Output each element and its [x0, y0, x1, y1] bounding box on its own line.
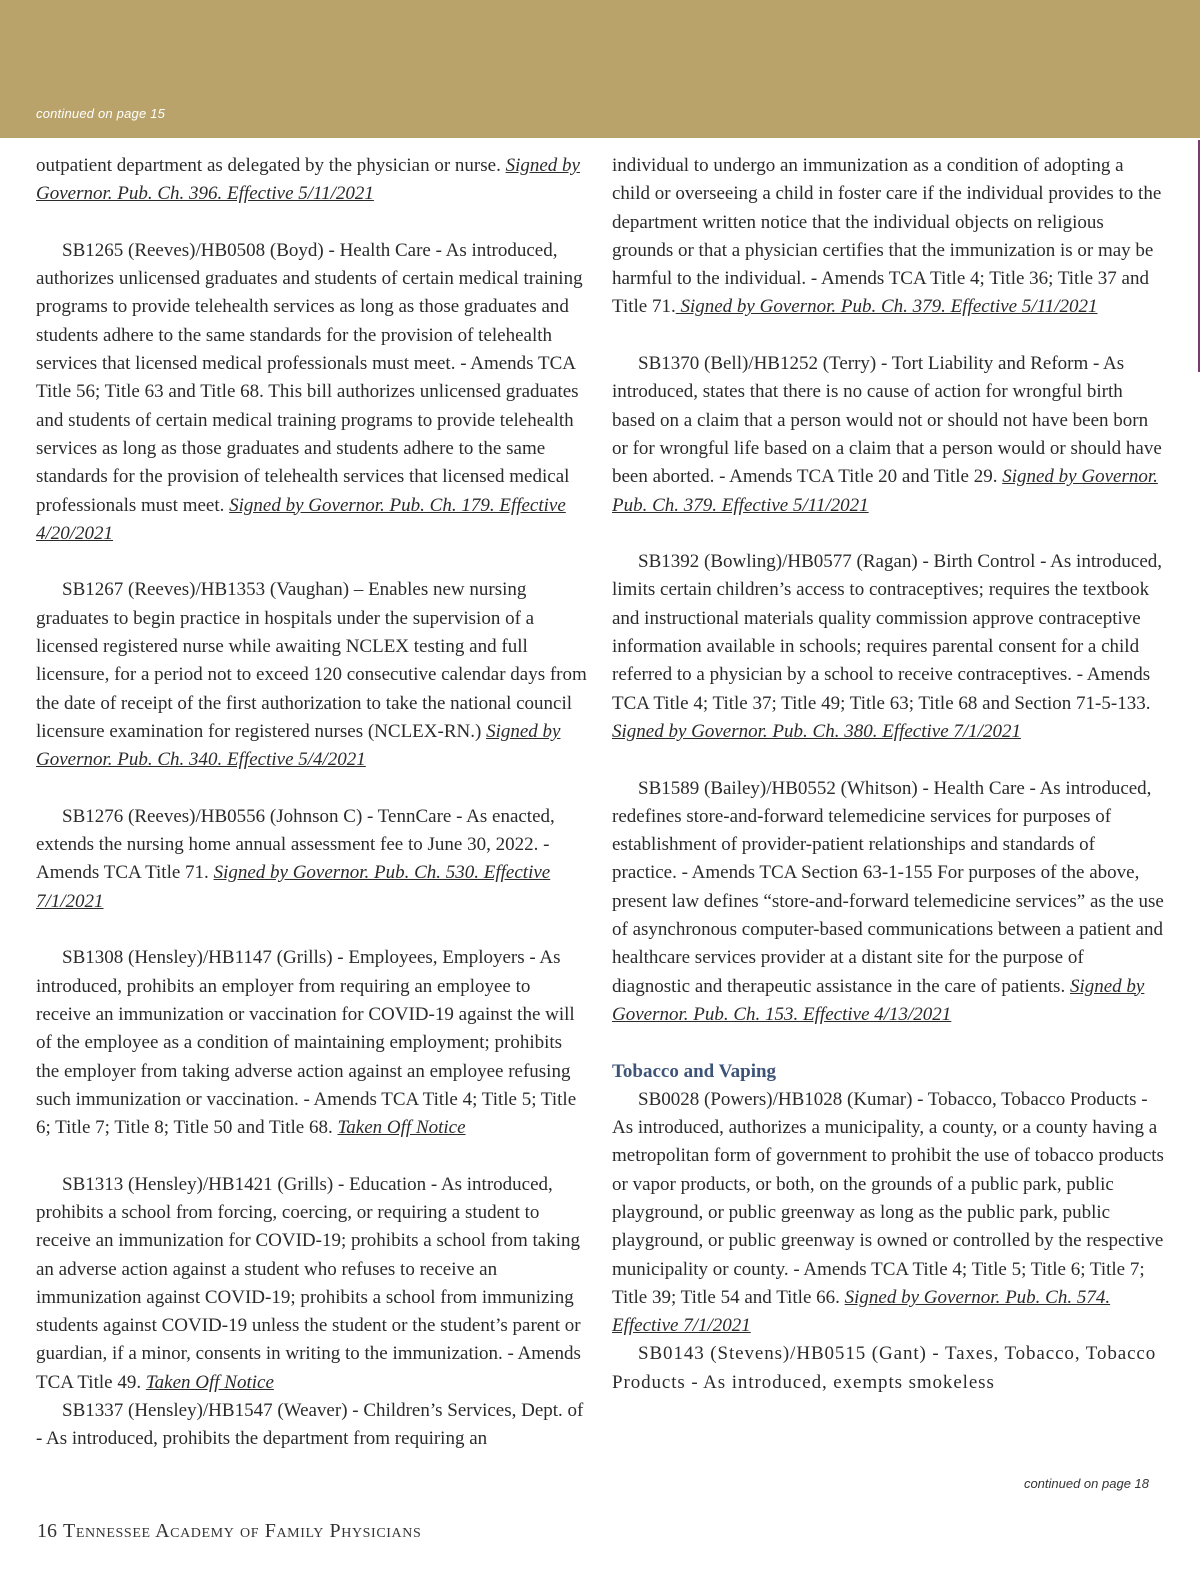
bill-status: Signed by Governor. Pub. Ch. 574. Effective 7/1/2021: [612, 1286, 1111, 1337]
header-banner: [0, 0, 1200, 138]
bill-status: Taken Off Notice: [145, 1371, 274, 1393]
bill-text: SB1589 (Bailey)/HB0552 (Whitson) - Health Care - As introduced, redefines store-and-forward telemedicine services for purposes of establishment of provider-patient relationships and standards of practice. - Amends TCA Section 63-1-155 For purposes of the above, present law defines “store-and-forward telemedicine services” as the use of asynchronous computer-based communications between a patient and healthcare services provider at a distant site for the purpose of diagnostic and therapeutic assistance in the care of patients.: [612, 777, 1164, 997]
bill-entry-sb1337-continued: [612, 152, 1164, 322]
right-column: [612, 152, 1164, 1397]
bill-status: Signed by Governor. Pub. Ch. 379. Effective 5/11/2021: [675, 296, 1098, 318]
bill-status: Signed by Governor. Pub. Ch. 340. Effective 5/4/2021: [36, 720, 561, 771]
bill-entry-sb1265: [36, 237, 588, 548]
bill-entry-sb1589: [612, 775, 1164, 1030]
continued-from-note: continued on page 15: [36, 106, 166, 121]
bill-status: Signed by Governor. Pub. Ch. 379. Effective 5/11/2021: [612, 466, 1158, 516]
bill-status: Signed by Governor. Pub. Ch. 530. Effective 7/1/2021: [36, 862, 551, 912]
bill-entry-sb1267: [36, 576, 588, 774]
bill-entry-sb1276: [36, 803, 588, 916]
bill-text: outpatient department as delegated by the physician or nurse.: [36, 155, 506, 176]
bill-text: SB1308 (Hensley)/HB1147 (Grills) - Employees, Employers - As introduced, prohibits an employer from requiring an employee to receive an immunization or vaccination for COVID-19 against the will of the employee as a condition of maintaining employment; prohibits the employer from taking adverse action against an employee refusing such immunization or vaccination. - Amends TCA Title 4; Title 5; Title 6; Title 7; Title 8; Title 50 and Title 68.: [36, 947, 577, 1139]
bill-text: SB1276 (Reeves)/HB0556 (Johnson C) - TennCare - As enacted, extends the nursing home annual assessment fee to June 30, 2022. - Amends TCA Title 71.: [36, 805, 555, 884]
bill-entry-sb1392: [612, 548, 1164, 746]
page-footer: [37, 1520, 421, 1543]
continued-on-note: continued on page 18: [1023, 1476, 1149, 1491]
bill-status: Signed by Governor. Pub. Ch. 153. Effective 4/13/2021: [612, 975, 1145, 1025]
bill-entry-sb1337: [36, 1397, 588, 1454]
section-heading-tobacco: Tobacco and Vaping: [612, 1060, 777, 1082]
bill-text: SB1337 (Hensley)/HB1547 (Weaver) - Children’s Services, Dept. of - As introduced, prohibits the department from requiring an: [36, 1400, 584, 1450]
bill-text: SB0143 (Stevens)/HB0515 (Gant) - Taxes, Tobacco, Tobacco Products - As introduced, exempts smokeless: [612, 1343, 1157, 1393]
left-column: [36, 152, 588, 1454]
bill-entry-sb1370: [612, 350, 1164, 520]
bill-status: Signed by Governor. Pub. Ch. 396. Effective 5/11/2021: [36, 155, 580, 205]
bill-text: SB1267 (Reeves)/HB1353 (Vaughan) – Enables new nursing graduates to begin practice in hospitals under the supervision of a licensed registered nurse while awaiting NCLEX testing and full licensure, for a period not to exceed 120 consecutive calendar days from the date of receipt of the first authorization to take the national council licensure examination for registered nurses (NCLEX-RN.): [36, 579, 587, 742]
bill-status: Taken Off Notice: [337, 1117, 466, 1139]
bill-text: SB1370 (Bell)/HB1252 (Terry) - Tort Liability and Reform - As introduced, states that there is no cause of action for wrongful birth based on a claim that a person would not or should not have been born or for wrongful life based on a claim that a person would or should have been aborted. - Amends TCA Title 20 and Title 29.: [612, 353, 1162, 488]
bill-status: Signed by Governor. Pub. Ch. 380. Effective 7/1/2021: [612, 720, 1021, 742]
bill-text: SB0028 (Powers)/HB1028 (Kumar) - Tobacco, Tobacco Products - As introduced, authorizes a municipality, a county, or a county having a metropolitan form of government to prohibit the use of tobacco products or vapor products, or both, on the grounds of a public park, public playground, or public greenway as long as the public park, public playground, or public greenway is owned or controlled by the respective municipality or county. - Amends TCA Title 4; Title 5; Title 6; Title 7; Title 39; Title 54 and Title 66.: [612, 1088, 1164, 1308]
bill-entry-sb0028: [612, 1086, 1164, 1341]
publication-name: Tennessee Academy of Family Physicians: [63, 1520, 422, 1542]
bill-text: SB1392 (Bowling)/HB0577 (Ragan) - Birth Control - As introduced, limits certain children’s access to contraceptives; requires the textbook and instructional materials quality commission approve contraceptive information available in schools; requires parental consent for a child referred to a physician by a school to receive contraceptives. - Amends TCA Title 4; Title 37; Title 49; Title 63; Title 68 and Section 71-5-133.: [612, 551, 1163, 714]
bill-text: SB1265 (Reeves)/HB0508 (Boyd) - Health Care - As introduced, authorizes unlicensed graduates and students of certain medical training programs to provide telehealth services as long as those graduates and students adhere to the same standards for the provision of telehealth services that licensed medical professionals must meet. - Amends TCA Title 56; Title 63 and Title 68. This bill authorizes unlicensed graduates and students of certain medical training programs to provide telehealth services as long as those graduates and students adhere to the same standards for the provision of telehealth services that licensed medical professionals must meet.: [36, 239, 583, 516]
bill-text: individual to undergo an immunization as a condition of adopting a child or overseeing a child in foster care if the individual provides to the department written notice that the individual objects on religious grounds or that a physician certifies that the immunization is or may be harmful to the individual. - Amends TCA Title 4; Title 36; Title 37 and Title 71.: [612, 155, 1162, 318]
bill-entry-sb1313: [36, 1171, 588, 1397]
page-number: 16: [37, 1520, 57, 1542]
bill-status: Signed by Governor. Pub. Ch. 179. Effective 4/20/2021: [36, 494, 566, 544]
bill-entry-sb0143: [612, 1340, 1164, 1397]
bill-entry-continued: [36, 152, 588, 209]
bill-entry-sb1308: [36, 944, 588, 1142]
bill-text: SB1313 (Hensley)/HB1421 (Grills) - Education - As introduced, prohibits a school from forcing, coercing, or requiring a student to receive an immunization for COVID-19; prohibits a school from taking an adverse action against a student who refuses to receive an immunization against COVID-19; prohibits a school from immunizing students against COVID-19 unless the student or the student’s parent or guardian, if a minor, consents in writing to the immunization. - Amends TCA Title 49.: [36, 1173, 581, 1393]
